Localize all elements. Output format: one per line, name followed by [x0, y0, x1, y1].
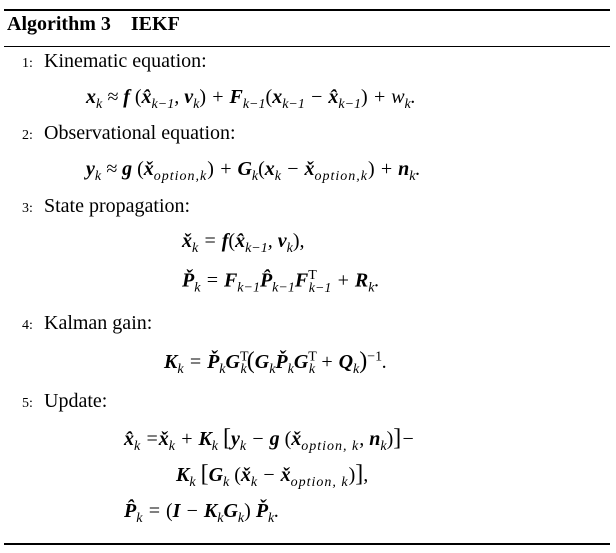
equation-update-state-1: $x̂_k$ $=x̌_k + K_k$ [$y_k - g$ ($x̌_{option, k}$, $n_k)]-$ — [124, 425, 415, 454]
step-number: 3: — [22, 201, 33, 216]
step-title: Kalman gain: — [44, 312, 153, 334]
step-title: Kinematic equation: — [44, 50, 207, 72]
equation-kalman-gain: $K_k$ = $P̌_kG^T_k(G_kP̌_kG^T_k + Q_k)^{-1}$. — [164, 348, 388, 377]
step-4 — [22, 312, 152, 335]
step-number: 1: — [22, 56, 33, 71]
bottom-rule — [4, 543, 610, 545]
equation-kinematic: $x_k \approx f$ ($x̂_{k-1}$, $v_k) + F_{k-1}(x_{k-1}$ − $x̂_{k-1}) + w_k$. — [86, 86, 416, 112]
equation-propagation-covariance: $P̌_k$ = $F_{k-1}P̂_{k-1}F^T_{k-1} + R_k$. — [182, 268, 380, 296]
step-title: Observational equation: — [44, 122, 236, 144]
equation-observational: $y_k \approx g$ $(x̌_{option,k}) + G_k(x_k$ − $x̌_{option,k}) + n_k$. — [86, 158, 421, 184]
algorithm-label: Algorithm 3 — [7, 13, 111, 35]
step-number: 5: — [22, 396, 33, 411]
algorithm-name: IEKF — [130, 13, 180, 35]
step-number: 2: — [22, 128, 33, 143]
equation-update-state-2: $K_k$ [$G_k$ ($x̌_k$ − $x̌_{option, k}$)], — [176, 461, 369, 490]
step-5 — [22, 390, 107, 413]
algorithm-title — [7, 13, 180, 36]
equation-update-covariance: $P̂_k = (I - K_kG_k)$ $P̌_k$. — [124, 500, 280, 526]
top-rule — [4, 9, 610, 11]
header-rule — [4, 46, 610, 47]
step-title: Update: — [44, 390, 108, 412]
step-2 — [22, 122, 236, 145]
step-3 — [22, 195, 190, 218]
step-title: State propagation: — [44, 195, 191, 217]
equation-propagation-state: $x̌_k$ = $f(x̂_{k-1}$, $v_k$), — [182, 230, 305, 256]
step-number: 4: — [22, 318, 33, 333]
step-1 — [22, 50, 207, 73]
